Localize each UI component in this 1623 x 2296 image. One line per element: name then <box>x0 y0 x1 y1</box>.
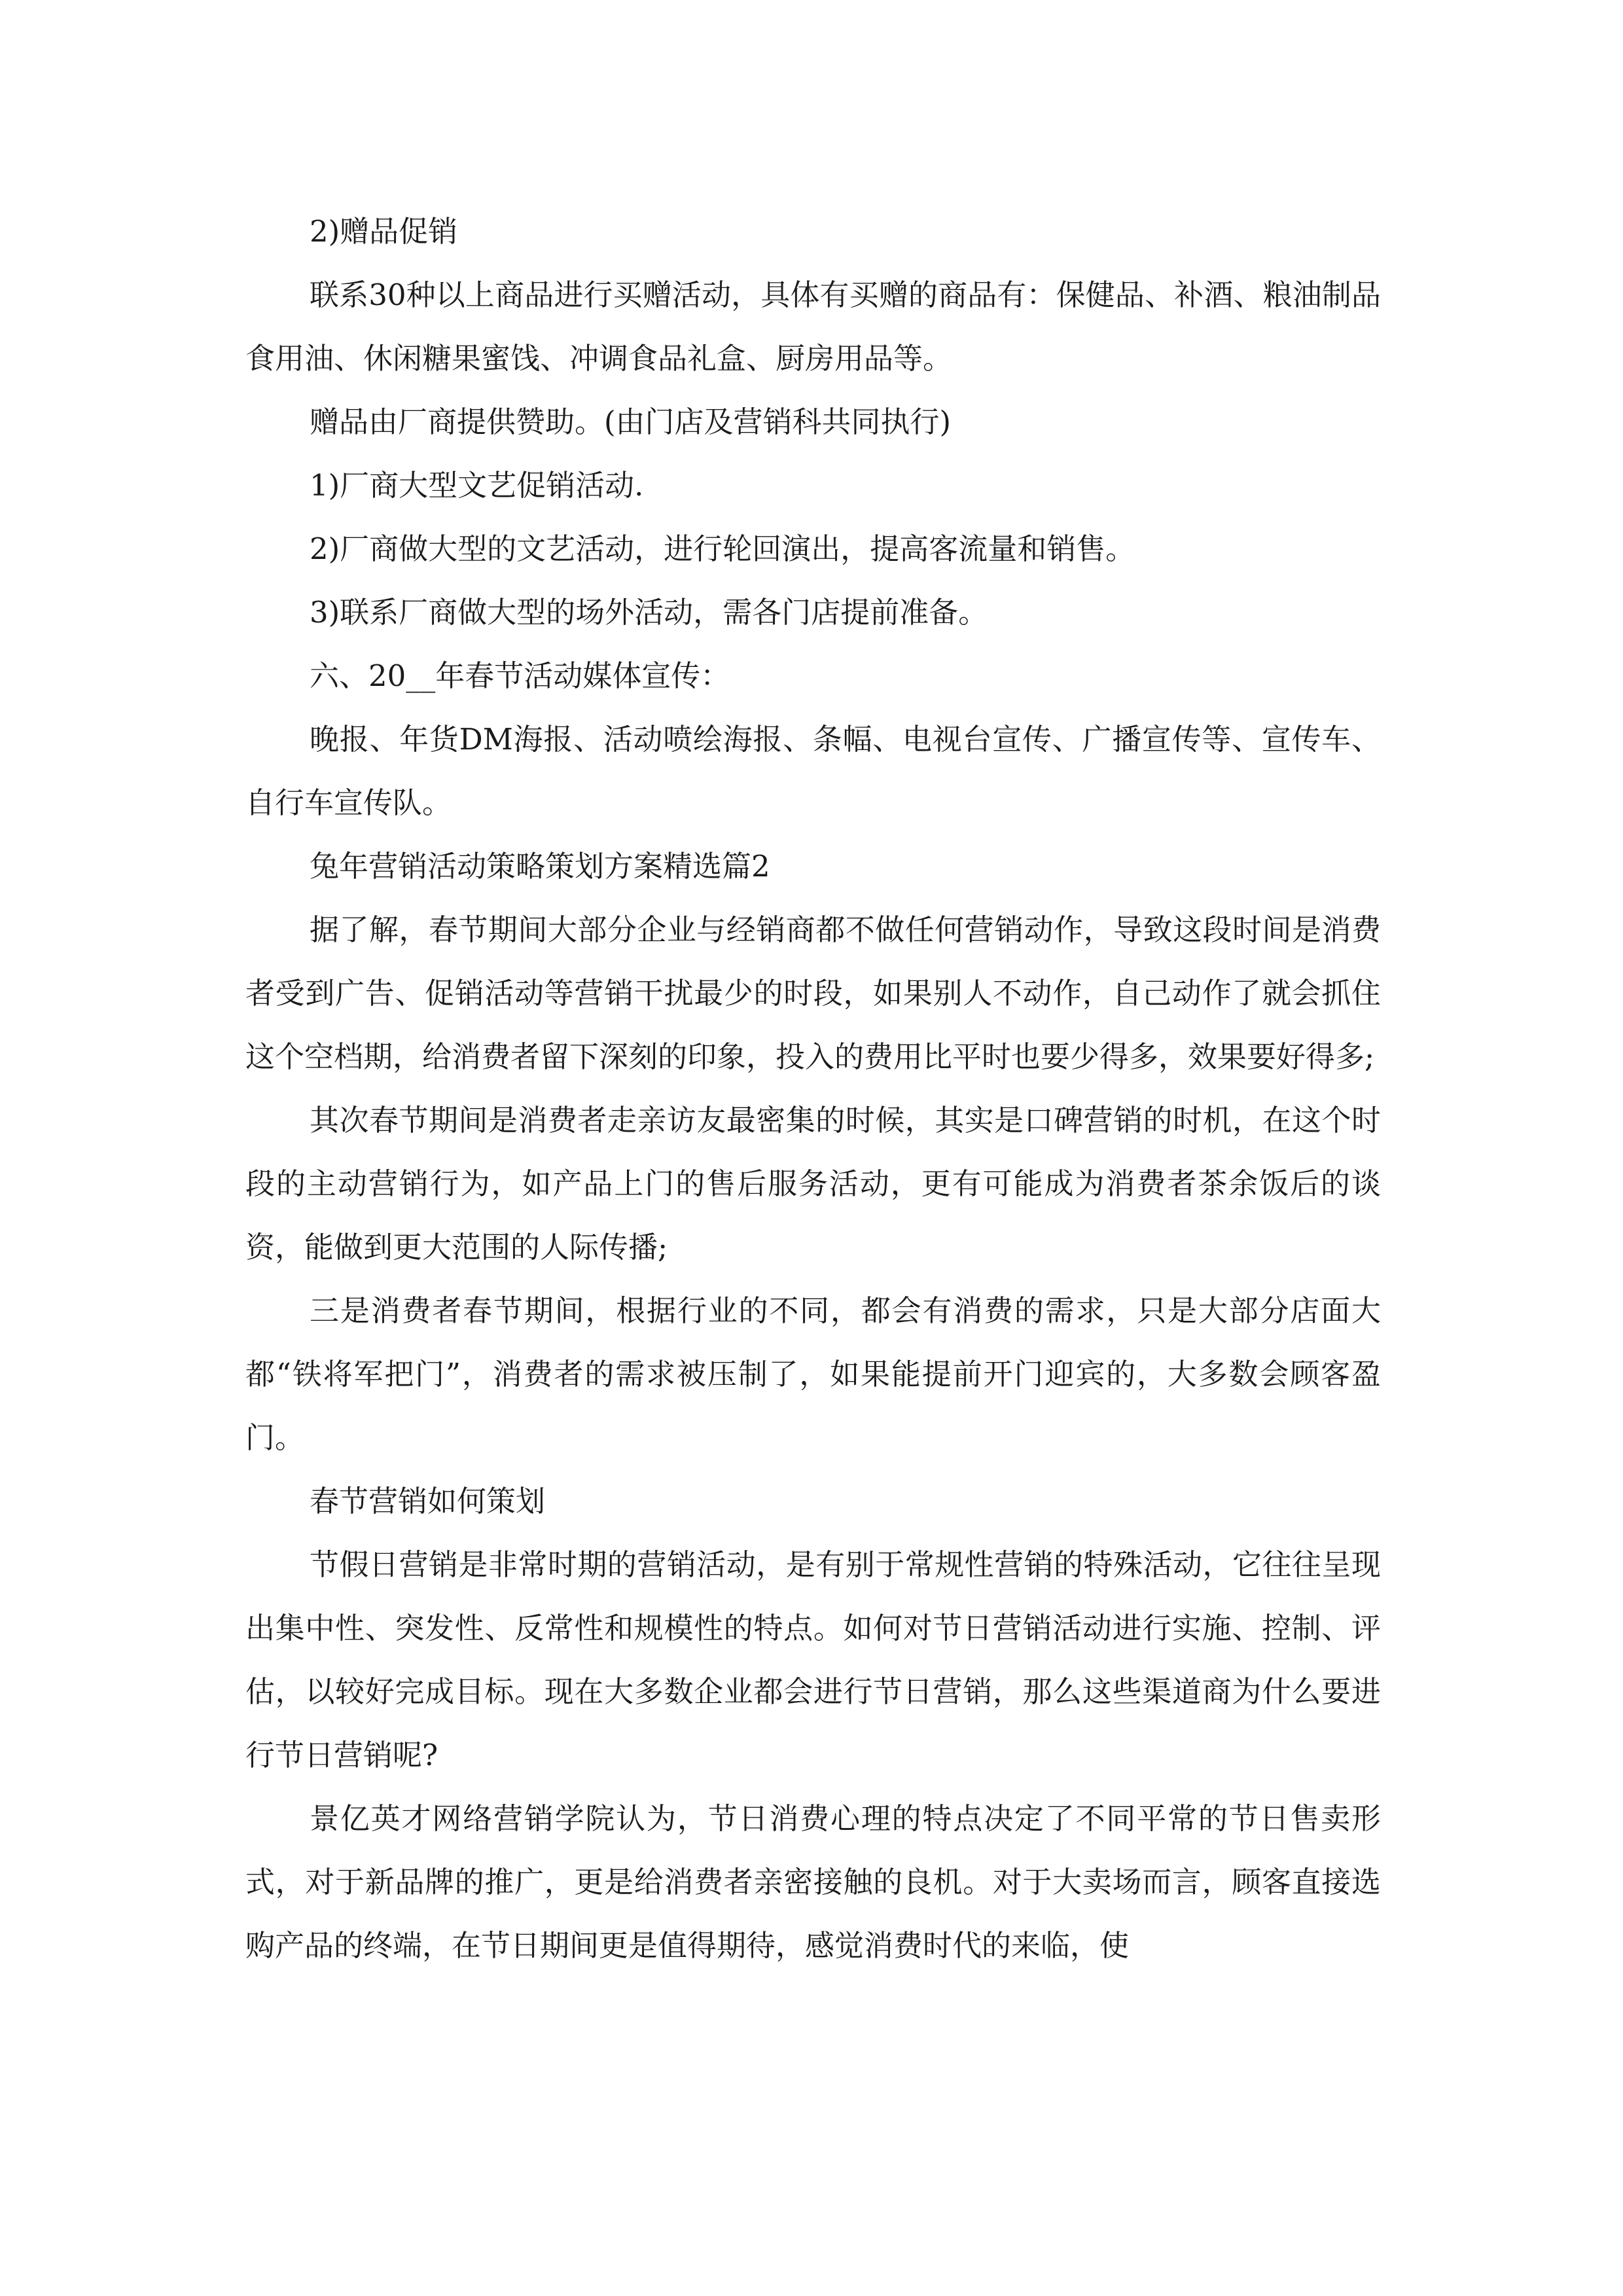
paragraph-media-list: 晚报、年货DM海报、活动喷绘海报、条幅、电视台宣传、广播宣传等、宣传车、自行车宣传队。 <box>245 722 1381 820</box>
paragraph-vendor-tour: 2)厂商做大型的文艺活动，进行轮回演出，提高客流量和销售。 <box>310 531 1135 566</box>
paragraph-holiday-marketing: 节假日营销是非常时期的营销活动，是有别于常规性营销的特殊活动，它往往呈现出集中性、突发性、反常性和规模性的特点。如何对节日营销活动进行实施、控制、评估，以较好完成目标。现在大多数企业都会进行节日营销，那么这些渠道商为什么要进行节日营销呢? <box>245 1547 1381 1772</box>
section-heading-media: 六、20__年春节活动媒体宣传： <box>310 658 730 693</box>
paragraph-second-reason: 其次春节期间是消费者走亲访友最密集的时候，其实是口碑营销的时机，在这个时段的主动营销行为，如产品上门的售后服务活动，更有可能成为消费者茶余饭后的谈资，能做到更大范围的人际传播; <box>245 1103 1381 1265</box>
article-title-part-2: 兔年营销活动策略策划方案精选篇2 <box>310 849 770 884</box>
section-heading-planning: 春节营销如何策划 <box>310 1484 546 1518</box>
paragraph-gift-sponsor: 赠品由厂商提供赞助。(由门店及营销科共同执行) <box>310 404 952 439</box>
document-body <box>245 200 1381 1977</box>
paragraph-gift-promotion-heading: 2)赠品促销 <box>310 214 458 249</box>
paragraph-vendor-show: 1)厂商大型文艺促销活动. <box>310 468 644 503</box>
paragraph-first-reason: 据了解，春节期间大部分企业与经销商都不做任何营销动作，导致这段时间是消费者受到广告、促销活动等营销干扰最少的时段，如果别人不动作，自己动作了就会抓住这个空档期，给消费者留下深刻的印象，投入的费用比平时也要少得多，效果要好得多; <box>245 912 1381 1074</box>
paragraph-outdoor-event: 3)联系厂商做大型的场外活动，需各门店提前准备。 <box>310 595 988 630</box>
paragraph-consumer-psychology: 景亿英才网络营销学院认为，节日消费心理的特点决定了不同平常的节日售卖形式，对于新品牌的推广，更是给消费者亲密接触的良机。对于大卖场而言，顾客直接选购产品的终端，在节日期间更是值得期待，感觉消费时代的来临，使 <box>245 1801 1381 1963</box>
paragraph-gift-items: 联系30种以上商品进行买赠活动，具体有买赠的商品有：保健品、补酒、粮油制品食用油、休闲糖果蜜饯、冲调食品礼盒、厨房用品等。 <box>245 278 1381 376</box>
paragraph-third-reason: 三是消费者春节期间，根据行业的不同，都会有消费的需求，只是大部分店面大都“铁将军把门”，消费者的需求被压制了，如果能提前开门迎宾的，大多数会顾客盈门。 <box>245 1293 1381 1455</box>
